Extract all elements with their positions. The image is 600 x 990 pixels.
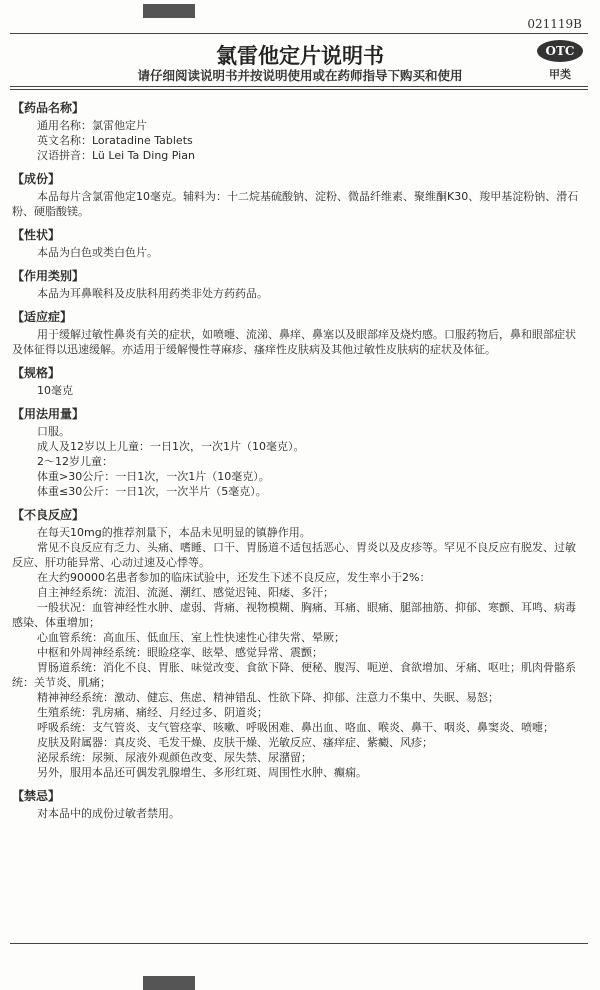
pinyin-name: 汉语拼音：Lü Lei Ta Ding Pian <box>37 149 195 162</box>
dosage-line: 2～12岁儿童： <box>37 455 113 468</box>
specification-text: 10毫克 <box>37 384 73 397</box>
contraindications-text: 对本品中的成份过敏者禁用。 <box>37 807 180 820</box>
section-dosage <box>12 406 586 499</box>
section-indications <box>12 309 586 357</box>
section-adverse-reactions <box>12 507 586 780</box>
header-divider-double <box>10 89 588 90</box>
indications-text: 用于缓解过敏性鼻炎有关的症状，如喷嚏、流涕、鼻痒、鼻塞以及眼部痒及烧灼感。口服药物后，鼻和眼部症状及体征得以迅速缓解。亦适用于缓解慢性荨麻疹、瘙痒性皮肤病及其他过敏性皮肤病的症状及体征。 <box>12 328 576 356</box>
appearance-text: 本品为白色或类白色片。 <box>37 246 158 259</box>
adverse-item: 心血管系统：高血压、低血压、室上性快速性心律失常、晕厥； <box>37 631 345 644</box>
section-heading: 【适应症】 <box>12 310 73 324</box>
section-heading: 【成份】 <box>12 172 61 186</box>
bottom-printer-mark <box>143 976 195 990</box>
top-divider <box>10 33 588 34</box>
dosage-line: 口服。 <box>37 425 70 438</box>
adverse-item: 呼吸系统：支气管炎、支气管痉挛、咳嗽、呼吸困难、鼻出血、咯血、喉炎、鼻干、咽炎、鼻窦炎、喷嚏； <box>37 721 554 734</box>
english-name: 英文名称：Loratadine Tablets <box>37 134 193 147</box>
adverse-item: 中枢和外周神经系统：眼睑痉挛、眩晕、感觉异常、震颤； <box>37 646 323 659</box>
adverse-paragraph: 常见不良反应有乏力、头痛、嗜睡、口干、胃肠道不适包括恶心、胃炎以及皮疹等。罕见不良反应有脱发、过敏反应、肝功能异常、心动过速及心悸等。 <box>12 541 576 569</box>
adverse-paragraph: 在大约90000名患者参加的临床试验中，还发生下述不良反应，发生率小于2%： <box>37 571 431 584</box>
section-heading: 【用法用量】 <box>12 407 85 421</box>
otc-badge: OTC <box>537 40 583 62</box>
adverse-paragraph: 在每天10mg的推荐剂量下，本品未见明显的镇静作用。 <box>37 526 311 539</box>
section-category <box>12 268 586 301</box>
section-heading: 【禁忌】 <box>12 789 61 803</box>
page-title: 氯雷他定片说明书 <box>216 44 384 68</box>
adverse-item: 一般状况：血管神经性水肿、虚弱、背痛、视物模糊、胸痛、耳痛、眼痛、腿部抽筋、抑郁、寒颤、耳鸣、病毒感染、体重增加； <box>12 601 576 629</box>
dosage-line: 成人及12岁以上儿童：一日1次，一次1片（10毫克）。 <box>37 440 305 453</box>
section-heading: 【药品名称】 <box>12 101 85 115</box>
section-drug-name <box>12 100 586 163</box>
document-code: 021119B <box>527 17 582 31</box>
generic-name: 通用名称：氯雷他定片 <box>37 119 147 132</box>
top-printer-mark <box>143 4 195 18</box>
otc-class-label: 甲类 <box>549 68 571 81</box>
adverse-item: 胃肠道系统：消化不良、胃胀、味觉改变、食欲下降、便秘、腹泻、呃逆、食欲增加、牙痛、呕吐；肌肉骨骼系统：关节炎、肌痛； <box>12 661 576 689</box>
dosage-line: 体重>30公斤：一日1次，一次1片（10毫克）。 <box>37 470 270 483</box>
category-text: 本品为耳鼻喉科及皮肤科用药类非处方药药品。 <box>37 287 268 300</box>
document-body <box>12 100 586 829</box>
section-heading: 【规格】 <box>12 366 61 380</box>
adverse-item: 皮肤及附属器：真皮炎、毛发干燥、皮肤干燥、光敏反应、瘙痒症、紫癜、风疹； <box>37 736 433 749</box>
dosage-line: 体重≤30公斤：一日1次，一次半片（5毫克）。 <box>37 485 267 498</box>
header-divider <box>10 86 588 87</box>
section-contraindications <box>12 788 586 821</box>
adverse-item: 另外，服用本品还可偶发乳腺增生、多形红斑、周围性水肿、癫痫。 <box>37 766 367 779</box>
section-specification <box>12 365 586 398</box>
page-subtitle: 请仔细阅读说明书并按说明使用或在药师指导下购买和使用 <box>137 68 463 83</box>
adverse-item: 自主神经系统：流泪、流涎、潮红、感觉迟钝、阳痿、多汗； <box>37 586 334 599</box>
adverse-item: 精神神经系统：激动、健忘、焦虑、精神错乱、性欲下降、抑郁、注意力不集中、失眠、易怒； <box>37 691 499 704</box>
section-heading: 【性状】 <box>12 228 61 242</box>
ingredients-text: 本品每片含氯雷他定10毫克。辅料为：十二烷基硫酸钠、淀粉、微晶纤维素、聚维酮K30、羧甲基淀粉钠、滑石粉、硬脂酸镁。 <box>12 190 579 218</box>
bottom-divider <box>10 943 588 944</box>
adverse-item: 生殖系统：乳房痛、痛经、月经过多、阴道炎； <box>37 706 268 719</box>
section-appearance <box>12 227 586 260</box>
section-heading: 【不良反应】 <box>12 508 85 522</box>
adverse-item: 泌尿系统：尿频、尿液外观颜色改变、尿失禁、尿潴留； <box>37 751 312 764</box>
section-ingredients <box>12 171 586 219</box>
section-heading: 【作用类别】 <box>12 269 85 283</box>
